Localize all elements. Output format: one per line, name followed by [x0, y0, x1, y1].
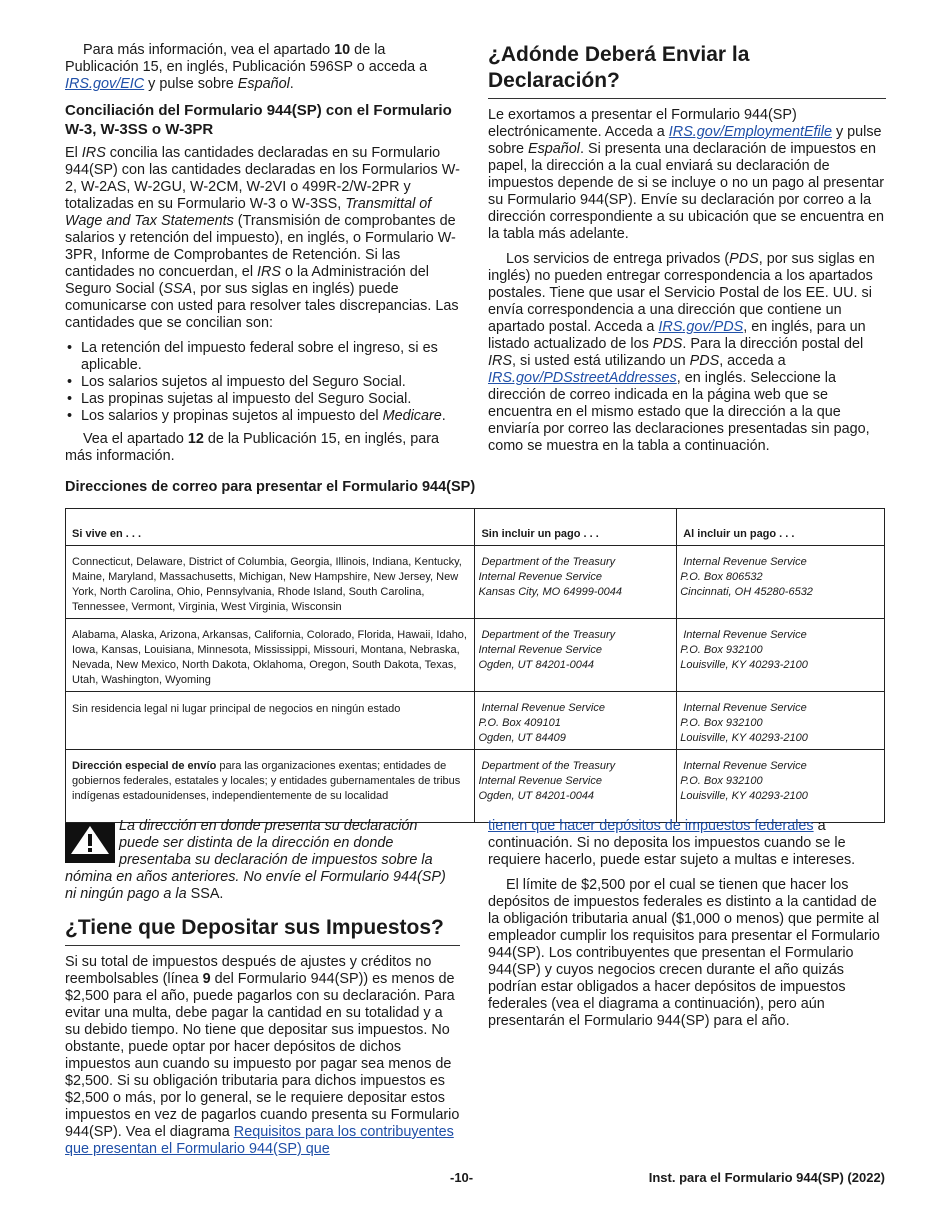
list-item [65, 340, 460, 374]
address-line: Cincinnati, OH 45280-6532 [680, 586, 813, 598]
text-run: . Si presenta una declaración de impuestos en papel, la dirección a la cual enviará su declaración de impuestos depende de si se incluye o no un pago al presentar su Formulario 944(SP). Envíe su declaración por correo a la dirección correspondiente a su ubicación que se encuentra en la tabla más adelante. [488, 141, 885, 242]
state-list-cell [66, 619, 475, 692]
link[interactable]: IRS.gov/EIC [65, 76, 145, 92]
address-line: Ogden, UT 84409 [478, 732, 566, 744]
text-run: , en inglés. Seleccione la dirección de correo indicada en la página web que se encuentra en el mismo estado que la dirección a la que enviaría por correo las declaraciones presentadas sin pago, como se muestra en la tabla a continuación. [488, 370, 870, 454]
address-line: P.O. Box 932100 [680, 775, 763, 787]
deposit-heading: ¿Tiene que Depositar sus Impuestos? [65, 915, 460, 946]
address-line: Kansas City, MO 64999-0044 [478, 586, 622, 598]
table-row [66, 546, 885, 619]
text-run: Vea el apartado [83, 431, 188, 447]
address-cell-without-payment [475, 619, 677, 692]
address-line: Louisville, KY 40293-2100 [680, 732, 808, 744]
text-run: PDS [652, 336, 683, 352]
text-run: . [441, 408, 446, 424]
efile-paragraph [488, 107, 886, 243]
text-run: , en inglés, para un listado actualizado de los [488, 319, 866, 352]
mailing-addresses-section [65, 478, 885, 823]
intro-paragraph [65, 42, 460, 93]
link[interactable]: Requisitos para los contribuyentes que presentan el Formulario 944(SP) que [65, 1124, 454, 1157]
pds-paragraph [488, 251, 886, 455]
text-run: Español [237, 76, 290, 92]
link[interactable]: IRS.gov/EmploymentEfile [668, 124, 832, 140]
caution-text [65, 818, 460, 903]
address-line: P.O. Box 932100 [680, 717, 763, 729]
address-line: P.O. Box 409101 [478, 717, 561, 729]
column-header: Al incluir un pago . . . [677, 509, 885, 546]
text-run: Connecticut, Delaware, District of Columbia, Georgia, Illinois, Indiana, Kentucky, Maine, Maryland, Massachusetts, Michigan, New Hampshire, New Jersey, New York, North Carolina, Ohio, Pennsylvania, Rhode Island, South Carolina, Tennessee, Vermont, Virginia, West Virginia, Wisconsin [72, 556, 462, 613]
text-run: del Formulario 944(SP)) es menos de $2,500 para el año, puede pagarlos con su declaración. Para evitar una multa, debe pagar la cantidad en su totalidad y a su debido tiempo. No tiene que depositar sus impuestos. No obstante, puede optar por hacer depósitos de dichos impuestos aun cuando su impuesto por pagar sea menos de $2,500. Si su obligación tributaria para dichos impuestos es $2,500 o más, por lo general, se le requiere depositar estos impuestos en vez de pagarlos cuando presenta su Formulario 944(SP). Vea el diagrama [65, 971, 460, 1140]
text-run: Sin residencia legal ni lugar principal de negocios en ningún estado [72, 703, 401, 715]
address-line: Ogden, UT 84201-0044 [478, 790, 595, 802]
text-run: Transmittal of Wage and Tax Statements [65, 196, 432, 229]
deposit-paragraph [65, 954, 460, 1158]
address-cell-with-payment [677, 692, 885, 750]
address-cell-without-payment [475, 692, 677, 750]
column-header: Si vive en . . . [66, 509, 475, 546]
address-line: Department of the Treasury [481, 629, 616, 641]
addresses-table [65, 508, 885, 823]
text-run: Si su total de impuestos después de ajustes y créditos no reembolsables (línea [65, 954, 432, 987]
text-run: IRS [81, 145, 106, 161]
state-list-cell [66, 692, 475, 750]
link[interactable]: IRS.gov/PDSstreetAddresses [488, 370, 677, 386]
address-line: P.O. Box 806532 [680, 571, 763, 583]
address-line: P.O. Box 932100 [680, 644, 763, 656]
text-run: a continuación. Si no deposita los impuestos cuando se le requiere hacerlo, puede estar sujeto a multas e intereses. [488, 818, 856, 868]
text-run: La dirección en donde presenta su declaración puede ser distinta de la dirección en donde presentaba su declaración de impuestos sobre la nómina en años anteriores. No envíe el Formulario 944(SP) ni ningún pago a la [65, 818, 446, 902]
footer-doc-title: Inst. para el Formulario 944(SP) (2022) [648, 1170, 885, 1185]
text-run: IRS [488, 353, 512, 369]
text-run: Para más información, vea el apartado [83, 42, 335, 58]
list-item [65, 374, 460, 391]
where-to-file-heading: ¿Adónde Deberá Enviar la Declaración? [488, 42, 886, 99]
address-line: Internal Revenue Service [683, 629, 807, 641]
page-number: -10- [450, 1170, 474, 1185]
caution-note [65, 818, 460, 903]
list-item [65, 391, 460, 408]
text-run: Dirección especial de envío [72, 760, 217, 772]
text-run: SSA. [190, 886, 224, 902]
text-run: concilia las cantidades declaradas en su Formulario 944(SP) con las cantidades declaradas en los Formularios W-2, W-2AS, W-2GU, W-2CM, W-2VI o 499R-2/W-2PR y totalizadas en su Formulario W-3 o W-3SS, [65, 145, 460, 212]
text-run: Español [528, 141, 581, 157]
text-run: SSA [163, 281, 193, 297]
reconcile-paragraph [65, 145, 460, 332]
text-run: IRS [257, 264, 282, 280]
text-run: . Para la dirección postal del [682, 336, 864, 352]
text-run: de la Publicación 15, en inglés, Publicación 596SP o acceda a [65, 42, 428, 75]
text-run: Los servicios de entrega privados ( [506, 251, 730, 267]
address-line: Internal Revenue Service [478, 775, 602, 787]
address-line: Internal Revenue Service [683, 760, 807, 772]
text-run: Los salarios y propinas sujetos al impuesto del [81, 408, 383, 424]
text-run: y pulse sobre [488, 124, 882, 157]
address-line: Internal Revenue Service [683, 702, 807, 714]
address-line: Internal Revenue Service [481, 702, 605, 714]
deposit-paragraph-continued [488, 818, 886, 869]
text-run: 10 [334, 42, 351, 58]
text-run: 12 [187, 431, 204, 447]
address-line: Internal Revenue Service [478, 644, 602, 656]
address-cell-with-payment [677, 546, 885, 619]
text-run: La retención del impuesto federal sobre el ingreso, si es aplicable. [81, 340, 438, 373]
text-run: 9 [202, 971, 211, 987]
table-title: Direcciones de correo para presentar el Formulario 944(SP) [65, 479, 476, 495]
address-line: Internal Revenue Service [683, 556, 807, 568]
table-row [66, 619, 885, 692]
address-line: Department of the Treasury [481, 556, 616, 568]
text-run: PDS [729, 251, 759, 267]
state-list-cell [66, 546, 475, 619]
address-line: Internal Revenue Service [478, 571, 602, 583]
text-run: o la Administración del Seguro Social ( [65, 264, 429, 297]
table-row [66, 692, 885, 750]
text-run: y pulse sobre [144, 76, 238, 92]
see-more-paragraph [65, 431, 460, 465]
threshold-paragraph [488, 877, 886, 1030]
link[interactable]: tienen que hacer depósitos de impuestos federales [488, 818, 814, 834]
text-run: , acceda a [719, 353, 786, 369]
text-run: Medicare [382, 408, 442, 424]
text-run: Alabama, Alaska, Arizona, Arkansas, California, Colorado, Florida, Hawaii, Idaho, Iowa, Kansas, Louisiana, Minnesota, Mississippi, Missouri, Montana, Nebraska, Nevada, New Mexico, North Dakota, Oklahoma, Oregon, South Dakota, Texas, Utah, Washington, Wyoming [72, 629, 467, 686]
text-run: de la Publicación 15, en inglés, para más información. [65, 431, 440, 464]
left-column-bottom [65, 818, 460, 1158]
state-list-cell [66, 750, 475, 823]
text-run: , por sus siglas en inglés) puede comunicarse con usted para resolver tales discrepancias. Las cantidades que se concilian son: [65, 281, 459, 331]
text-run: para las organizaciones exentas; entidades de gobiernos federales, estatales y locales; y entidades gubernamentales de tribus indígenas estadounidenses, independientemente de su localidad [72, 760, 461, 802]
address-cell-without-payment [475, 546, 677, 619]
table-row [66, 750, 885, 823]
address-line: Louisville, KY 40293-2100 [680, 659, 808, 671]
right-column-bottom [488, 818, 886, 1030]
text-run: . [289, 76, 294, 92]
reconcile-heading: Conciliación del Formulario 944(SP) con el Formulario W-3, W-3SS o W-3PR [65, 102, 452, 138]
address-cell-without-payment [475, 750, 677, 823]
caution-icon [65, 823, 115, 870]
text-run: El límite de $2,500 por el cual se tienen que hacer los depósitos de impuestos federales es distinto a la cantidad de la obligación tributaria anual ($1,000 o menos) que permite al empleador cumplir los requisitos para presentar el Formulario 944(SP). Los contribuyentes que presentan el Formulario 944(SP) y cuyos negocios crecen durante el año quizás podrían estar obligados a hacer depósitos de impuestos federales (vea el diagrama a continuación), pero aún presentarán el Formulario 944(SP) para el año. [488, 877, 880, 1029]
text-run: PDS [689, 353, 720, 369]
text-run: Las propinas sujetas al impuesto del Seguro Social. [81, 391, 412, 407]
text-run: (Transmisión de comprobantes de salarios y retención del impuesto), en inglés, o Formulario W-3PR, Informe de Comprobantes de Retención. Si las cantidades no concuerdan, el [65, 213, 456, 280]
text-run: , si usted está utilizando un [512, 353, 690, 369]
text-run: , por sus siglas en inglés) no pueden entregar correspondencia a los apartados postales. Tiene que usar el Servicio Postal de los EE. UU. si envía correspondencia a una dirección que contiene un apartado postal. Acceda a [488, 251, 875, 335]
address-line: Louisville, KY 40293-2100 [680, 790, 808, 802]
address-cell-with-payment [677, 750, 885, 823]
reconcile-list [65, 340, 460, 425]
left-column-top [65, 42, 460, 465]
address-line: Ogden, UT 84201-0044 [478, 659, 595, 671]
address-line: Department of the Treasury [481, 760, 616, 772]
text-run: Los salarios sujetos al impuesto del Seguro Social. [81, 374, 406, 390]
text-run: Le exortamos a presentar el Formulario 944(SP) electrónicamente. Acceda a [488, 107, 797, 140]
text-run: El [65, 145, 82, 161]
table-header-row [66, 509, 885, 546]
address-cell-with-payment [677, 619, 885, 692]
caution-label: PRECAUCION [69, 864, 111, 870]
list-item [65, 408, 460, 425]
link[interactable]: IRS.gov/PDS [658, 319, 744, 335]
right-column-top [488, 42, 886, 455]
column-header: Sin incluir un pago . . . [475, 509, 677, 546]
